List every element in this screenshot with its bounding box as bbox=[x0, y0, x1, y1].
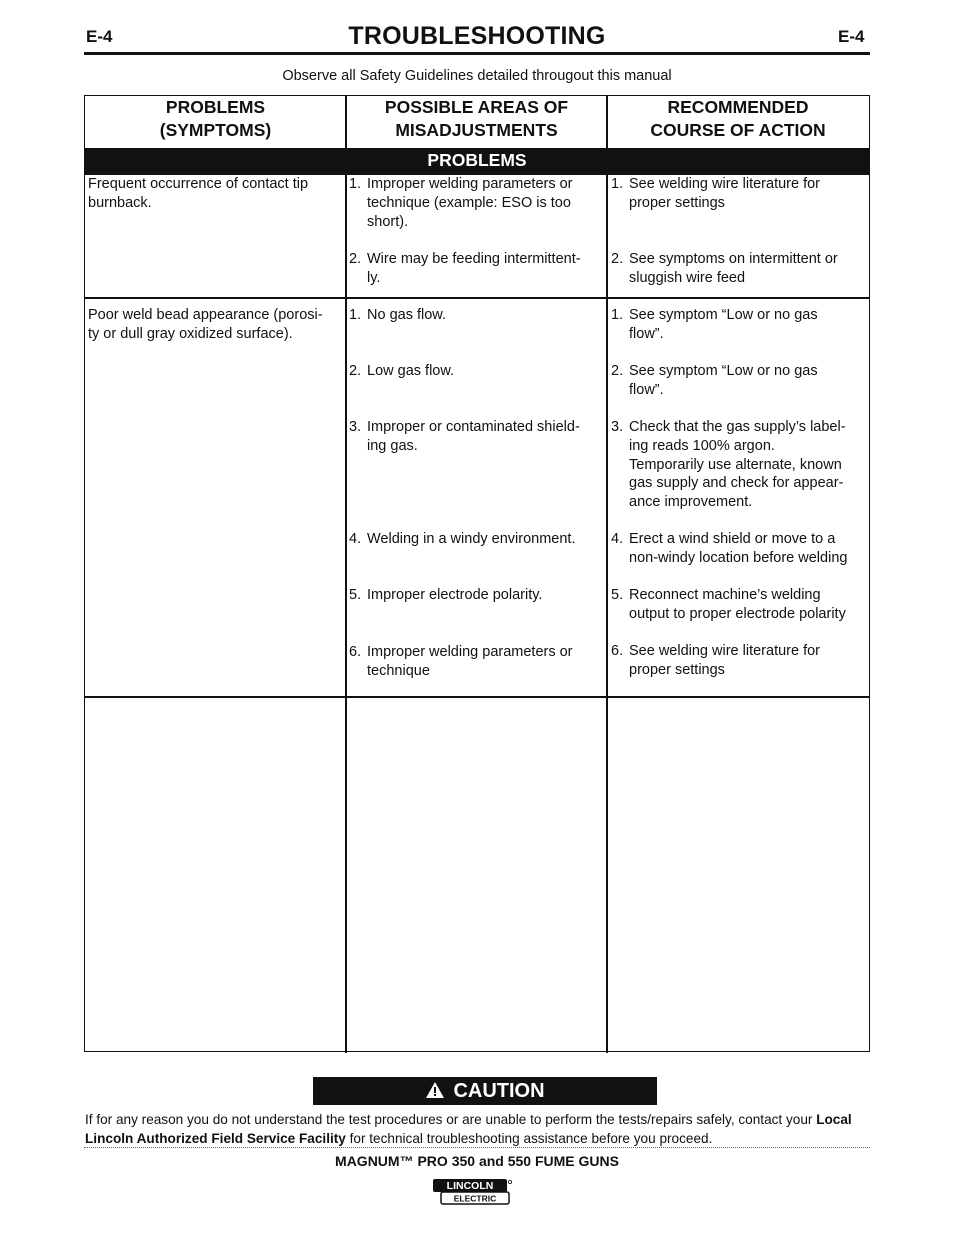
action-item bbox=[611, 250, 866, 288]
item-line: Check that the gas supply’s label- bbox=[629, 419, 846, 435]
column-divider-2 bbox=[606, 95, 608, 1053]
column-header-actions bbox=[608, 96, 868, 142]
item-line: Improper welding parameters or bbox=[367, 644, 573, 660]
action-item bbox=[611, 586, 866, 624]
item-line: Wire may be feeding intermittent- bbox=[367, 251, 581, 267]
action-item bbox=[611, 306, 866, 344]
item-number: 3. bbox=[611, 419, 624, 435]
title-rule bbox=[84, 52, 870, 55]
cause-item bbox=[349, 586, 601, 605]
item-number: 6. bbox=[349, 644, 362, 660]
caution-text-start: If for any reason you do not understand the test procedures or are unable to perform the tests/repairs safely, contact your bbox=[85, 1112, 817, 1127]
item-line: proper settings bbox=[629, 661, 725, 678]
item-number: 2. bbox=[349, 363, 362, 379]
item-line: No gas flow. bbox=[367, 307, 446, 323]
item-line: Reconnect machine’s welding bbox=[629, 587, 821, 603]
item-line: flow”. bbox=[629, 381, 664, 398]
item-number: 5. bbox=[349, 587, 362, 603]
column-header-problems-line1: PROBLEMS bbox=[165, 97, 266, 117]
caution-text bbox=[85, 1110, 869, 1148]
cause-item bbox=[349, 643, 601, 681]
column-header-causes bbox=[347, 96, 606, 142]
symptom-line: ty or dull gray oxidized surface). bbox=[88, 325, 293, 342]
caution-label bbox=[313, 1078, 657, 1106]
page-code-right: E-4 bbox=[838, 27, 865, 46]
item-line: Erect a wind shield or move to a bbox=[629, 531, 836, 547]
item-line: proper settings bbox=[629, 194, 725, 211]
cause-item bbox=[349, 362, 601, 381]
item-line: See welding wire literature for bbox=[629, 176, 821, 192]
item-line: See symptom “Low or no gas bbox=[629, 363, 818, 379]
cause-item bbox=[349, 530, 601, 549]
row-divider-2 bbox=[84, 696, 870, 698]
symptom-line: Poor weld bead appearance (porosi- bbox=[88, 307, 323, 323]
item-line: ing gas. bbox=[367, 437, 418, 454]
problems-band-label: PROBLEMS bbox=[427, 150, 527, 170]
item-line: non-windy location before welding bbox=[629, 549, 848, 566]
item-number: 1. bbox=[349, 307, 362, 323]
item-number: 1. bbox=[349, 176, 362, 192]
warning-triangle-icon bbox=[425, 1080, 445, 1106]
item-line: output to proper electrode polarity bbox=[629, 605, 846, 622]
item-number: 2. bbox=[611, 251, 624, 267]
column-header-actions-line1: RECOMMENDED bbox=[667, 97, 809, 117]
column-header-problems bbox=[86, 96, 345, 142]
item-line: ly. bbox=[367, 269, 381, 286]
column-header-causes-line2: MISADJUSTMENTS bbox=[395, 120, 558, 140]
item-line: technique (example: ESO is too bbox=[367, 194, 571, 211]
page-title: TROUBLESHOOTING bbox=[348, 22, 606, 50]
cause-item bbox=[349, 306, 601, 325]
caution-text-bold: Local Lincoln Authorized Field Service Facility bbox=[85, 1112, 852, 1146]
page-code-left: E-4 bbox=[86, 27, 113, 46]
action-item bbox=[611, 362, 866, 400]
item-line: Improper or contaminated shield- bbox=[367, 419, 580, 435]
item-line: short). bbox=[367, 213, 409, 230]
item-line: ing reads 100% argon. bbox=[629, 437, 775, 454]
cause-item bbox=[349, 175, 601, 231]
item-line: sluggish wire feed bbox=[629, 269, 746, 286]
symptom-line: Frequent occurrence of contact tip bbox=[88, 176, 309, 192]
item-number: 1. bbox=[611, 176, 624, 192]
caution-text-end: for technical troubleshooting assistance before you proceed. bbox=[345, 1131, 713, 1146]
cause-item bbox=[349, 418, 601, 456]
item-line: Welding in a windy environment. bbox=[367, 531, 576, 547]
caution-label-text: CAUTION bbox=[453, 1080, 545, 1102]
item-line: flow”. bbox=[629, 325, 664, 342]
logo-text-bottom: ELECTRIC bbox=[453, 1193, 497, 1204]
column-header-actions-line2: COURSE OF ACTION bbox=[650, 120, 826, 140]
action-item bbox=[611, 642, 866, 680]
symptom-contact-tip-burnback bbox=[88, 175, 340, 213]
cause-item bbox=[349, 250, 601, 288]
item-line: gas supply and check for appear- bbox=[629, 475, 844, 492]
item-line: See welding wire literature for bbox=[629, 643, 821, 659]
item-line: See symptoms on intermittent or bbox=[629, 251, 838, 267]
item-line: ance improvement. bbox=[629, 494, 753, 511]
troubleshooting-table bbox=[84, 95, 870, 1052]
item-number: 6. bbox=[611, 643, 624, 659]
action-item bbox=[611, 530, 866, 568]
symptom-line: burnback. bbox=[88, 194, 152, 211]
logo-text-top: LINCOLN bbox=[446, 1180, 494, 1192]
item-number: 1. bbox=[611, 307, 624, 323]
column-header-problems-line2: (SYMPTOMS) bbox=[159, 120, 272, 140]
symptom-poor-weld-bead bbox=[88, 306, 340, 344]
row-divider-1 bbox=[84, 297, 870, 299]
item-number: 2. bbox=[611, 363, 624, 379]
item-line: technique bbox=[367, 662, 430, 679]
item-line: Temporarily use alternate, known bbox=[629, 456, 842, 473]
action-item bbox=[611, 175, 866, 213]
footer-divider bbox=[84, 1147, 870, 1148]
footer-product-title: MAGNUM™ PRO 350 and 550 FUME GUNS bbox=[335, 1153, 619, 1169]
item-number: 5. bbox=[611, 587, 624, 603]
column-header-causes-line1: POSSIBLE AREAS OF bbox=[384, 97, 569, 117]
item-line: Low gas flow. bbox=[367, 363, 455, 379]
column-divider-1 bbox=[345, 95, 347, 1053]
item-number: 3. bbox=[349, 419, 362, 435]
lincoln-electric-logo bbox=[432, 1178, 512, 1206]
item-line: Improper electrode polarity. bbox=[367, 587, 543, 603]
item-line: See symptom “Low or no gas bbox=[629, 307, 818, 323]
item-number: 4. bbox=[349, 531, 362, 547]
item-line: Improper welding parameters or bbox=[367, 176, 573, 192]
item-number: 2. bbox=[349, 251, 362, 267]
safety-note: Observe all Safety Guidelines detailed througout this manual bbox=[282, 68, 672, 84]
action-item bbox=[611, 418, 866, 512]
item-number: 4. bbox=[611, 531, 624, 547]
